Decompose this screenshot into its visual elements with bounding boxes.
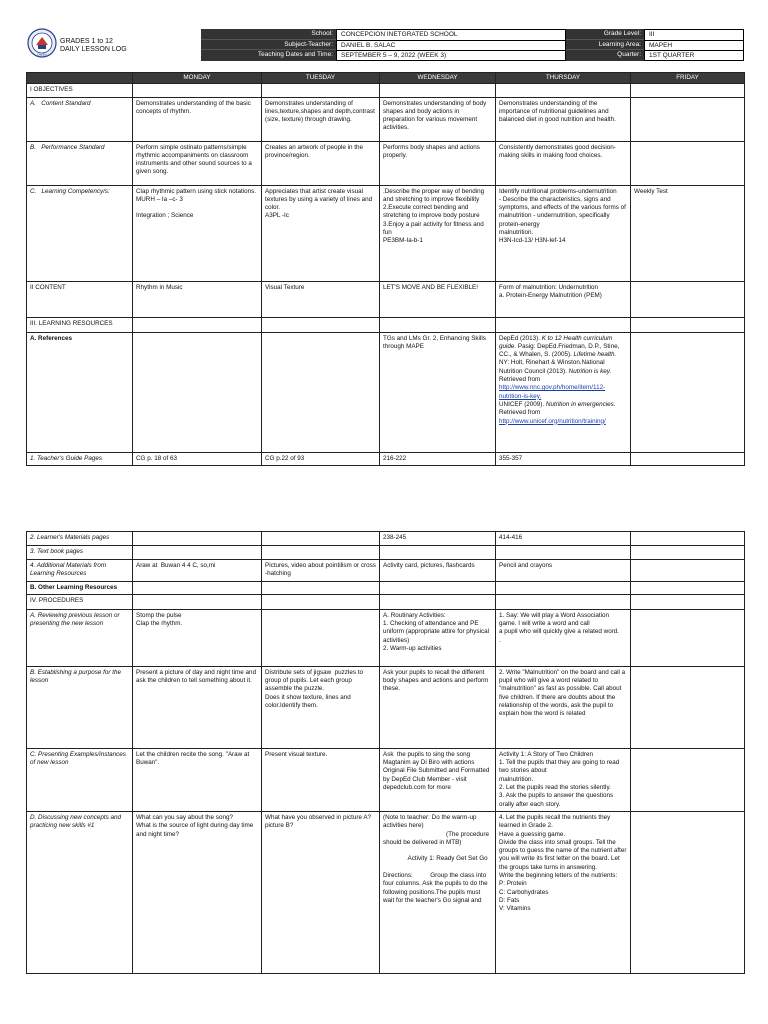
cell-text: 1. Teacher's Guide Pages <box>30 454 103 462</box>
cell-text: Identify nutritional problems-undernutrition - Describe the characteristics, signs and symptoms, and effects of the various forms of malnutrition - undernutrition, specifically protein-energy malnutrition. H3N-Icd-13/ H3N-Ief-14 <box>499 187 626 245</box>
table-cell <box>262 748 380 811</box>
cell-text: Pencil and crayons <box>499 562 553 569</box>
table-row <box>27 594 745 609</box>
header-values-right <box>644 29 744 61</box>
table-row <box>27 332 745 452</box>
row-label <box>27 560 133 582</box>
header-labels-right <box>566 29 644 61</box>
reference-text: National Nutrition Council (2013). <box>499 359 605 375</box>
lesson-log-table-top <box>26 72 745 466</box>
day-header-1: MONDAY <box>133 73 262 84</box>
table-cell <box>496 748 631 811</box>
cell-text: Ask the pupils to sing the song Magtanim ay Di Biro with actions Original File Submitted and Formatted by DepEd Club Member - visit depedclub.com for more <box>383 750 492 792</box>
reference-link[interactable]: http://www.nnc.gov.ph/home/item/112-nutrition-is-key. <box>499 384 606 400</box>
values-2: SEPTEMBER 5 – 9, 2022 (WEEK 3) <box>341 52 447 60</box>
table-cell <box>496 560 631 582</box>
table-cell <box>496 185 631 281</box>
cell-text: 2. Learner's Materials pages <box>30 534 110 541</box>
table-cell <box>631 560 745 582</box>
cell-text: III. LEARNING RESOURCES <box>30 319 113 327</box>
cell-text: TGs and LMs Gr. 2, Enhancing Skills through MAPE <box>383 334 488 350</box>
table-cell <box>133 546 262 560</box>
table-cell <box>262 546 380 560</box>
cell-text: Perform simple ostinato patterns/simple rhythmic accompaniments on classroom instruments and other sound sources to a given song. <box>136 143 254 176</box>
cell-text: Demonstrates understanding of lines,texture,shapes and depth,contrast (size, texture) through drawing. <box>265 99 377 124</box>
table-cell <box>262 811 380 973</box>
table-cell <box>262 332 380 452</box>
table-cell <box>496 141 631 185</box>
cell-text: B. Establishing a purpose for the lesson <box>30 668 123 685</box>
labels-1: Subject-Teacher: <box>201 40 336 51</box>
row-label <box>27 811 133 973</box>
table-cell <box>631 185 745 281</box>
cell-text: 2. Write "Malnutrition" on the board and call a pupil who will give a word related to "malnutrition" as fast as possible. Call about five children. If there are doubts about the relationship of the words, ask the pupil to explain how the word is related <box>499 668 626 718</box>
values-2: 1ST QUARTER <box>649 52 695 60</box>
table-row <box>27 185 745 281</box>
table-row <box>27 560 745 582</box>
day-header-row <box>27 73 745 84</box>
row-label <box>27 452 133 465</box>
cell-text: 4. Let the pupils recall the nutrients they learned in Grade 2. Have a guessing game. Divide the class into small groups. Tell the groups to guess the name of the nutrient after you will write its first letter on the board. Let the groups take turns in answering. Write the beginning letters of the nutrients: P: Protein C: Carbohydrates D: Fats V: Vitamins <box>499 813 627 913</box>
reference-text: DepEd (2013). <box>499 334 542 342</box>
table-cell <box>380 185 496 281</box>
cell-text: Let the children recite the song. "Araw at Buwan". <box>136 750 251 767</box>
table-row <box>27 532 745 546</box>
day-header-4: THURSDAY <box>496 73 631 84</box>
table-cell <box>380 452 496 465</box>
reference-text: K to 12 Health curriculum guide. <box>499 334 613 350</box>
table-cell <box>631 811 745 973</box>
table-cell <box>133 141 262 185</box>
cell-text: 414-416 <box>499 534 523 541</box>
table-cell <box>631 141 745 185</box>
row-label <box>27 609 133 666</box>
values-0: III <box>645 30 743 41</box>
cell-text: Appreciates that artist create visual textures by using a variety of lines and color. A3PL -Ic <box>265 187 373 220</box>
table-cell <box>262 609 380 666</box>
cell-text: Stomp the pulse Clap the rhythm. <box>136 611 183 628</box>
table-cell <box>262 532 380 546</box>
table-cell <box>262 452 380 465</box>
day-header-5: FRIDAY <box>631 73 745 84</box>
row-label <box>27 532 133 546</box>
table-cell <box>380 609 496 666</box>
row-label <box>27 97 133 141</box>
table-cell <box>380 594 496 609</box>
cell-text: Activity 1: A Story of Two Children 1. Tell the pupils that they are going to read two stories about malnutrition. 2. Let the pupils read the stories silently. 3. Ask the pupils to answer the questions orally after each story. <box>499 750 620 808</box>
cell-text: A. Reviewing previous lesson or presenting the new lesson <box>30 611 122 628</box>
table-row <box>27 546 745 560</box>
reference-text: Pasig: DepEd. <box>516 342 559 350</box>
table-cell <box>380 97 496 141</box>
lesson-log-table-bottom <box>26 531 745 974</box>
table-cell <box>262 581 380 594</box>
table-cell <box>631 546 745 560</box>
title-line-1: GRADES 1 to 12 <box>60 38 113 45</box>
table-cell <box>262 666 380 748</box>
table-cell <box>631 609 745 666</box>
table-cell <box>133 97 262 141</box>
cell-text: Consistently demonstrates good decision-making skills in making food choices. <box>499 143 616 159</box>
table-cell <box>496 811 631 973</box>
table-cell <box>631 666 745 748</box>
table-cell <box>631 748 745 811</box>
cell-text: CG p.22 of 93 <box>265 454 305 462</box>
row-label <box>27 141 133 185</box>
table-cell <box>631 84 745 97</box>
table-cell <box>496 452 631 465</box>
reference-text: Retrieved from <box>499 409 541 417</box>
row-label <box>27 594 133 609</box>
cell-text: Form of malnutrition: Undernutrition a. Protein-Energy Malnutrition (PEM) <box>499 283 602 299</box>
cell-text: Creates an artwork of people in the province/region. <box>265 143 365 159</box>
table-cell <box>380 332 496 452</box>
table-cell <box>631 581 745 594</box>
row-label <box>27 546 133 560</box>
cell-text: LET'S MOVE AND BE FLEXIBLE! <box>383 283 478 291</box>
table-row <box>27 281 745 317</box>
cell-text: 1. Say: We will play a Word Association game. I will write a word and call a pupil who will quickly give a related word. . <box>499 611 620 644</box>
table-cell <box>496 594 631 609</box>
table-cell <box>631 594 745 609</box>
table-cell <box>496 666 631 748</box>
cell-text: Clap rhythmic pattern using stick notations. MURH – Ia –c- 3 Integration ; Science <box>136 187 257 220</box>
reference-text: Nutrition is key. <box>568 367 612 375</box>
table-cell <box>631 317 745 332</box>
cell-text: I OBJECTIVES <box>30 86 73 94</box>
cell-text: What can you say about the song? What is the source of light during day time and night time? <box>136 813 254 838</box>
table-cell <box>262 560 380 582</box>
table-cell <box>262 281 380 317</box>
page-title <box>60 38 127 54</box>
header-labels <box>201 29 336 61</box>
row-label <box>27 281 133 317</box>
table-row <box>27 609 745 666</box>
cell-text: Araw at Buwan 4 4 C, so,mi <box>136 562 216 569</box>
cell-text: Present a picture of day and night time and ask the children to tell something about it. <box>136 668 258 685</box>
table-cell <box>133 666 262 748</box>
cell-text: Demonstrates understanding of body shapes and body actions in preparation for various movement activities. <box>383 99 489 132</box>
cell-text: 3. Text book pages <box>30 548 83 555</box>
values-0: CONCEPCION INETGRATED SCHOOL <box>337 30 565 41</box>
table-cell <box>380 560 496 582</box>
cell-text: What have you observed in picture A? picture B? <box>265 813 373 830</box>
row-label <box>27 666 133 748</box>
labels-0: Grade Level: <box>566 29 644 40</box>
cell-text: Rhythm in Music <box>136 283 183 291</box>
cell-text: B. Performance Standard <box>30 143 105 151</box>
cell-text: A. References <box>30 334 72 342</box>
table-cell <box>133 609 262 666</box>
row-label <box>27 748 133 811</box>
table-cell <box>133 581 262 594</box>
table-row <box>27 317 745 332</box>
day-header-3: WEDNESDAY <box>380 73 496 84</box>
table-cell <box>380 811 496 973</box>
day-header-0 <box>27 73 133 84</box>
table-cell <box>380 546 496 560</box>
cell-text: 4. Additional Materials from Learning Resources <box>30 562 108 578</box>
cell-text: A. Routinary Activities: 1. Checking of attendance and PE uniform (appropriate attire for physical activities) 2. Warm-up activities <box>383 611 490 653</box>
table-cell <box>496 546 631 560</box>
reference-text: UNICEF (2009). <box>499 400 546 408</box>
cell-text: 238-245 <box>383 534 407 541</box>
cell-text: 216-222 <box>383 454 407 462</box>
table-cell <box>631 332 745 452</box>
table-cell <box>496 97 631 141</box>
table-row <box>27 452 745 465</box>
row-label <box>27 332 133 452</box>
deped-seal-icon <box>27 28 57 58</box>
table-cell <box>631 97 745 141</box>
reference-text: Friedman, D.P., Stine, CC., & Whalen, S. (2005). <box>499 342 620 359</box>
table-cell <box>133 185 262 281</box>
table-cell <box>262 141 380 185</box>
table-cell <box>380 748 496 811</box>
table-cell <box>262 185 380 281</box>
table-cell <box>133 560 262 582</box>
cell-text: II CONTENT <box>30 283 66 291</box>
table-cell <box>496 609 631 666</box>
title-line-2: DAILY LESSON LOG <box>60 46 127 53</box>
table-row <box>27 141 745 185</box>
table-cell <box>133 594 262 609</box>
cell-text: Performs body shapes and actions properly. <box>383 143 482 159</box>
table-cell <box>496 332 631 452</box>
values-1: MAPEH <box>645 41 743 52</box>
table-cell <box>496 281 631 317</box>
table-cell <box>380 666 496 748</box>
cell-text: B. Other Learning Resources <box>30 583 118 591</box>
reference-link[interactable]: http://www.unicef.org/nutrition/training/ <box>499 417 606 425</box>
cell-text: Pictures, video about pointilism or cross -hatching <box>265 562 378 578</box>
table-cell <box>133 84 262 97</box>
reference-text: Retrieved from <box>499 376 541 384</box>
table-cell <box>496 317 631 332</box>
cell-text: C. Presenting Examples/instances of new lesson <box>30 750 128 767</box>
table-cell <box>496 581 631 594</box>
cell-text: Weekly Test <box>634 187 668 195</box>
cell-text: C. Learning Competency/s: <box>30 187 110 195</box>
row-label <box>27 581 133 594</box>
table-cell <box>380 532 496 546</box>
row-label <box>27 84 133 97</box>
table-cell <box>133 811 262 973</box>
table-cell <box>133 532 262 546</box>
cell-text: (Note to teacher: Do the warm-up activities here) (The procedure should be delivered in MTB) Activity 1: Ready Get Set Go Directions: Group the class into four columns. Ask the pupils to do the following positions.The pupils must wait for the teacher's Go signal and <box>383 813 490 904</box>
table-row <box>27 84 745 97</box>
cell-text: IV. PROCEDURES <box>30 596 84 604</box>
row-label <box>27 185 133 281</box>
cell-text: 355-357 <box>499 454 523 462</box>
cell-text: Demonstrates understanding of the basic concepts of rhythm. <box>136 99 253 115</box>
cell-text: .Describe the proper way of bending and stretching to improve flexibility 2.Execute correct bending and stretching to improve body posture 3.Enjoy a pair activity for fitness and fun PE3BM-Ia-b-1 <box>383 187 485 245</box>
table-row <box>27 581 745 594</box>
table-cell <box>631 532 745 546</box>
table-cell <box>262 594 380 609</box>
cell-text: D. Discussing new concepts and practicing new skills #1 <box>30 813 123 830</box>
cell-text: CG p. 18 of 63 <box>136 454 177 462</box>
table-row <box>27 666 745 748</box>
table-cell <box>380 317 496 332</box>
table-cell <box>133 281 262 317</box>
table-cell <box>380 141 496 185</box>
table-cell <box>133 317 262 332</box>
header-values <box>336 29 566 61</box>
labels-2: Quarter: <box>566 50 644 61</box>
cell-text: Ask your pupils to recall the different body shapes and actions and perform these. <box>383 668 491 693</box>
table-cell <box>380 281 496 317</box>
cell-text: Demonstrates understanding of the importance of nutritional guidelines and balanced diet in good nutrition and health. <box>499 99 616 124</box>
table-cell <box>631 281 745 317</box>
table-cell <box>380 581 496 594</box>
table-cell <box>262 97 380 141</box>
table-cell <box>380 84 496 97</box>
table-cell <box>262 317 380 332</box>
cell-text: A. Content Standard <box>30 99 91 107</box>
labels-2: Teaching Dates and Time: <box>201 50 336 61</box>
table-row <box>27 748 745 811</box>
cell-text: Activity card, pictures, flashcards <box>383 562 475 569</box>
reference-text: NY: Holt, Rinehart & Winston. <box>499 359 582 367</box>
reference-text: Nutrition in emergencies. <box>545 400 616 408</box>
table-cell <box>262 84 380 97</box>
labels-1: Learning Area: <box>566 40 644 51</box>
values-1: DANIEL B. SALAC <box>337 41 565 52</box>
cell-text: Visual Texture <box>265 283 305 291</box>
table-row <box>27 97 745 141</box>
seal-text: DepEd <box>37 52 47 57</box>
cell-text: Present visual texture. <box>265 750 328 758</box>
cell-text: Distribute sets of jigsaw puzzles to group of pupils. Let each group assemble the puzzle. Does it show texture, lines and color.Identify them. <box>265 668 363 710</box>
reference-text: Lifetime health. <box>573 351 617 359</box>
table-cell <box>133 332 262 452</box>
labels-0: School: <box>201 29 336 40</box>
table-cell <box>133 748 262 811</box>
table-cell <box>631 452 745 465</box>
table-row <box>27 811 745 973</box>
header <box>26 28 744 61</box>
row-label <box>27 317 133 332</box>
day-header-2: TUESDAY <box>262 73 380 84</box>
table-cell <box>133 452 262 465</box>
table-cell <box>496 532 631 546</box>
table-cell <box>496 84 631 97</box>
